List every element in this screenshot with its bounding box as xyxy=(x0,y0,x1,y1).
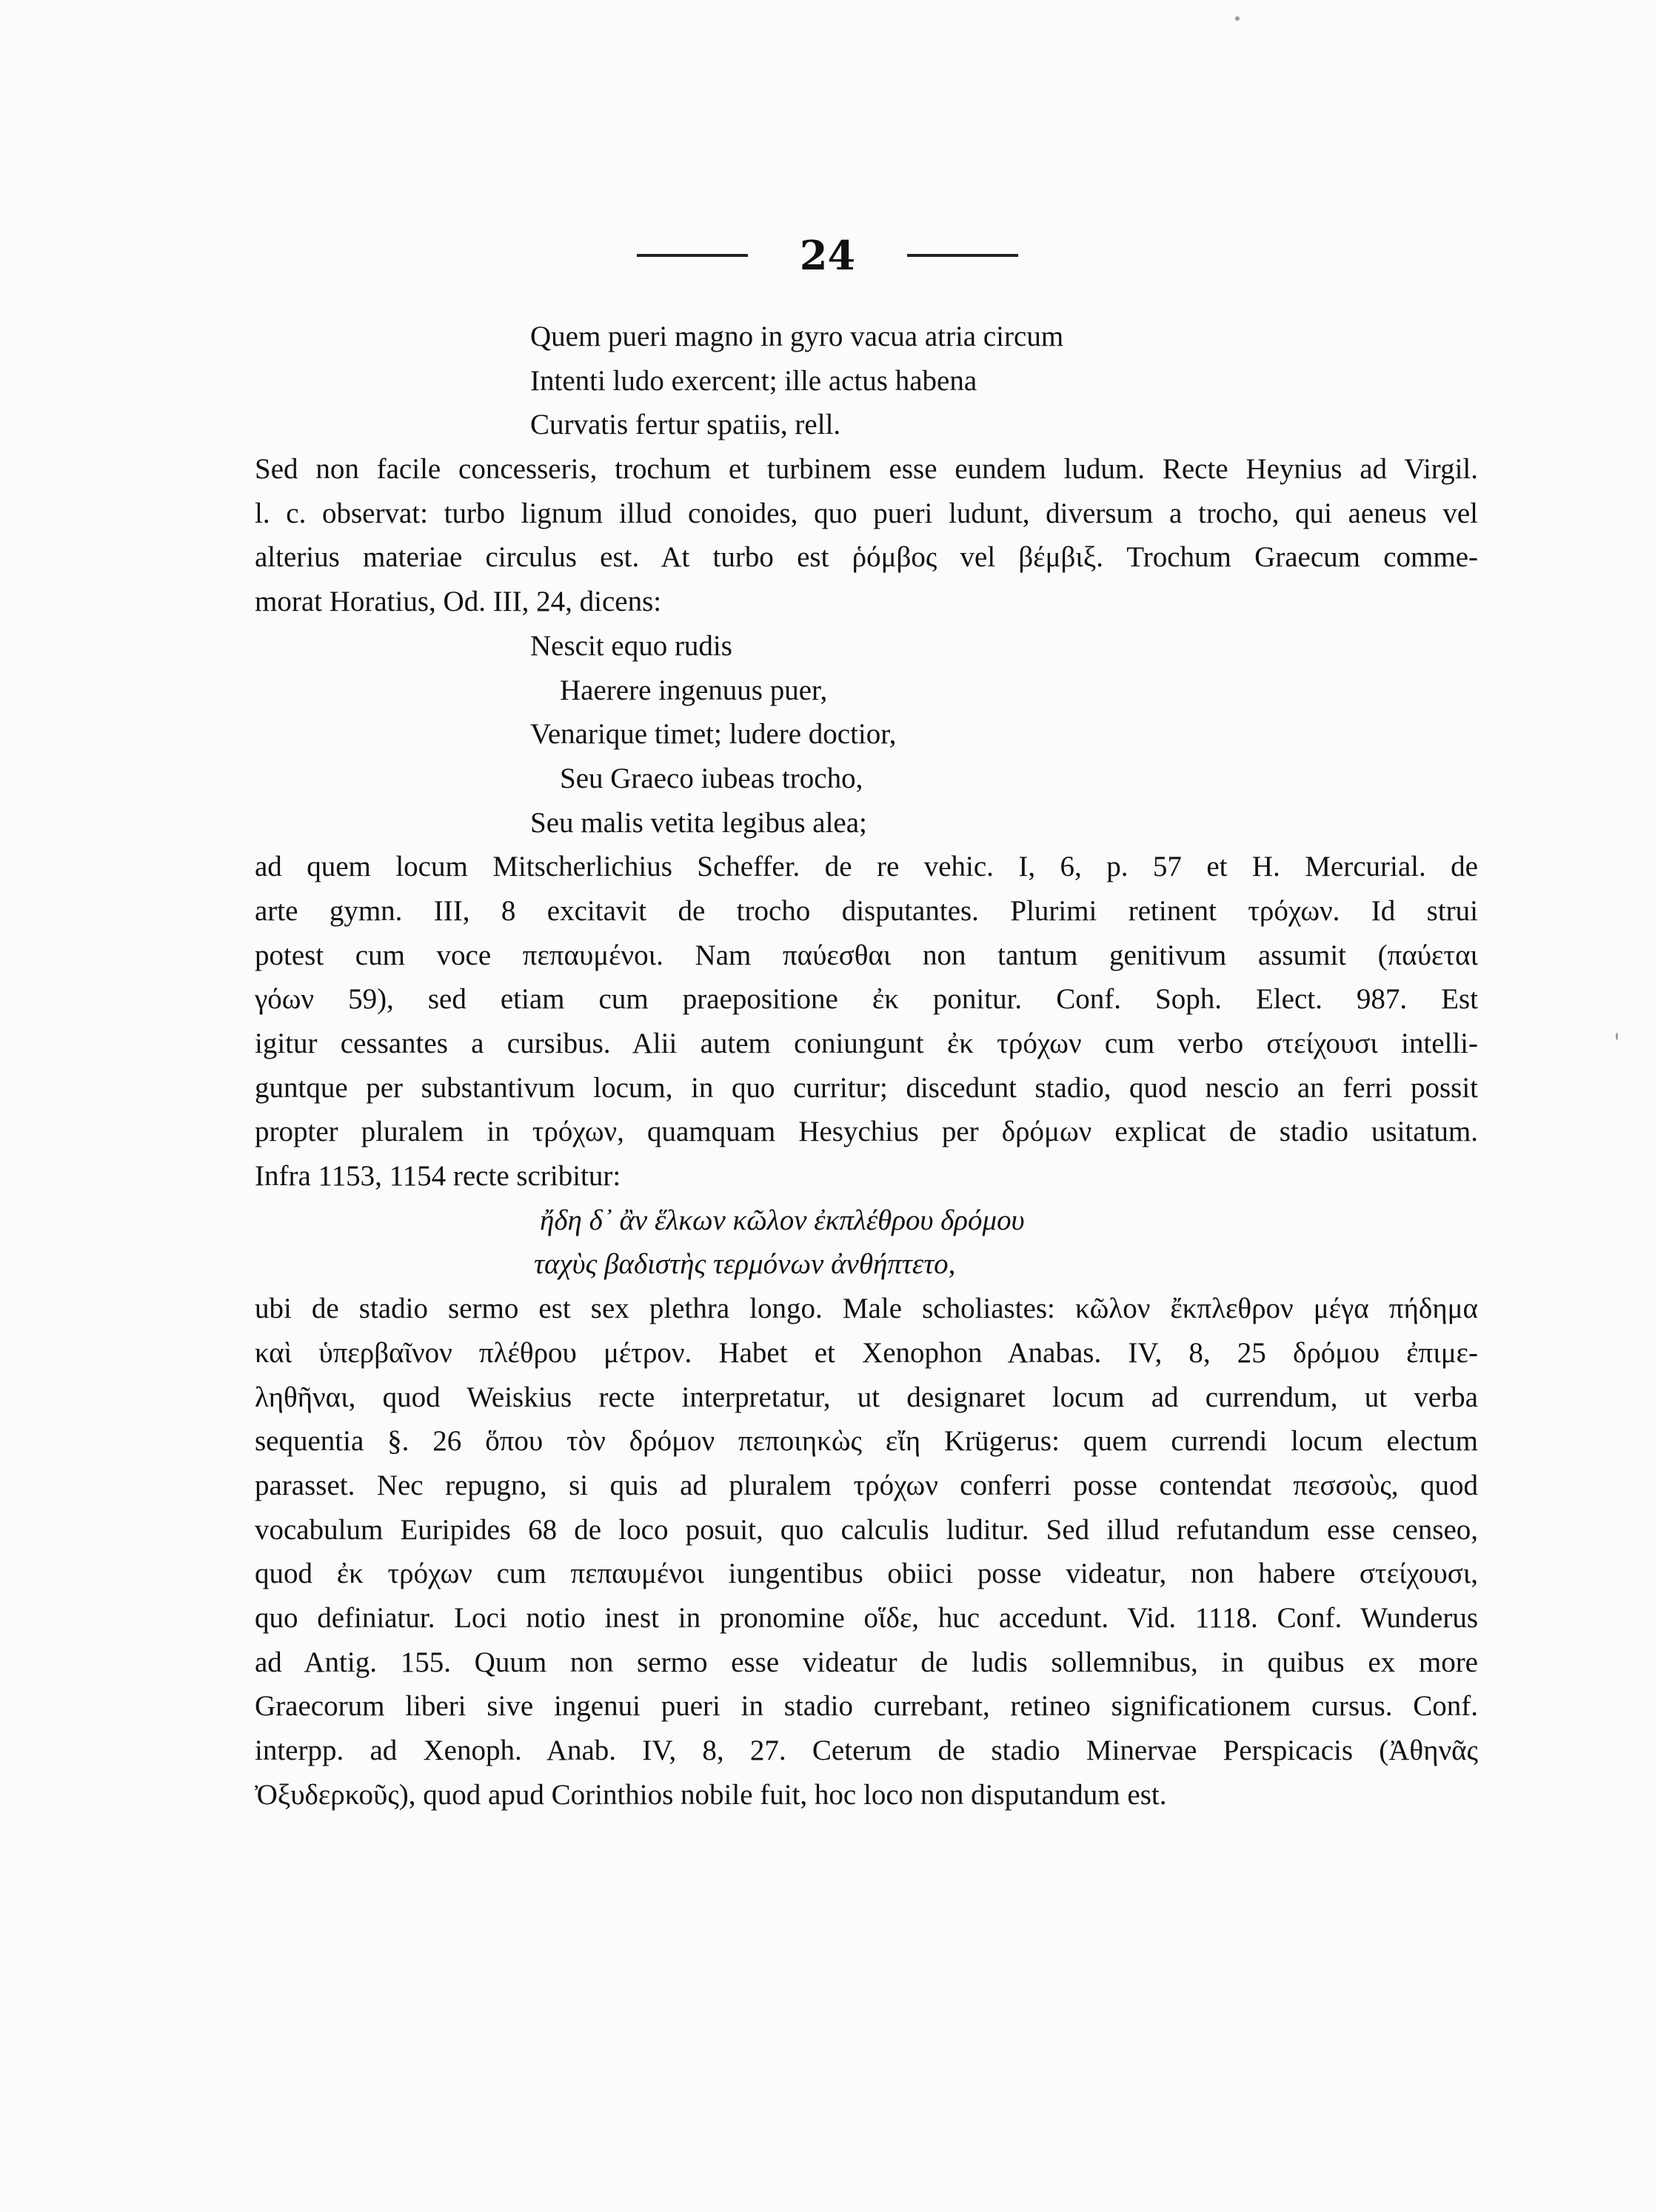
text-line: Infra 1153, 1154 recte scribitur: xyxy=(255,1160,621,1193)
text-line: vocabulum Euripides 68 de loco posuit, quo calculis luditur. Sed illud refutandum esse censeo, xyxy=(255,1513,1478,1546)
text-line: γόων 59), sed etiam cum praepositione ἐκ ponitur. Conf. Soph. Elect. 987. Est xyxy=(255,983,1478,1016)
text-line: ἤδη δ᾽ ἂν ἕλκων κῶλον ἐκπλέθρου δρόμου xyxy=(540,1204,1025,1236)
text-line: arte gymn. III, 8 excitavit de trocho disputantes. Plurimi retinent τρόχων. Id strui xyxy=(255,894,1478,927)
header-rule-left xyxy=(637,254,748,257)
text-line: Graecorum liberi sive ingenui pueri in stadio currebant, retineo significationem cursus. Conf. xyxy=(255,1690,1478,1723)
text-line: ταχὺς βαδιστὴς τερμόνων ἀνθήπτετο, xyxy=(534,1248,956,1281)
text-line: Quem pueri magno in gyro vacua atria circum xyxy=(530,321,1064,352)
text-line: parasset. Nec repugno, si quis ad pluralem τρόχων conferri posse contendat πεσσοὺς, quod xyxy=(255,1469,1478,1501)
text-line: Sed non facile concesseris, trochum et turbinem esse eundem ludum. Recte Heynius ad Virgil. xyxy=(255,453,1478,486)
text-line: morat Horatius, Od. III, 24, dicens: xyxy=(255,586,662,618)
text-line: l. c. observat: turbo lignum illud conoides, quo pueri ludunt, diversum a trocho, qui aeneus vel xyxy=(255,497,1478,529)
text-line: Seu Graeco iubeas trocho, xyxy=(560,762,863,794)
text-line: potest cum voce πεπαυμένοι. Nam παύεσθαι non tantum genitivum assumit (παύεται xyxy=(255,939,1478,971)
header-rule-right xyxy=(907,254,1018,257)
text-line: Venarique timet; ludere doctior, xyxy=(530,718,897,751)
page-header xyxy=(0,232,1655,279)
text-line: ληθῆναι, quod Weiskius recte interpretatur, ut designaret locum ad currendum, ut verba xyxy=(255,1381,1478,1413)
text-line: alterius materiae circulus est. At turbo est ῥόμβος vel βέμβιξ. Trochum Graecum comme- xyxy=(255,541,1478,574)
text-line: καὶ ὑπερβαῖνον πλέθρου μέτρον. Habet et Xenophon Anabas. IV, 8, 25 δρόμου ἐπιμε- xyxy=(255,1336,1478,1369)
text-line: Intenti ludo exercent; ille actus habena xyxy=(530,364,977,397)
text-line: Nescit equo rudis xyxy=(530,629,732,662)
text-line: propter pluralem in τρόχων, quamquam Hesychius per δρόμων explicat de stadio usitatum. xyxy=(255,1116,1478,1148)
text-line: Ὀξυδερκοῦς), quod apud Corinthios nobile fuit, hoc loco non disputandum est. xyxy=(255,1778,1167,1811)
text-line: quo definiatur. Loci notio inest in pronomine οἵδε, huc accedunt. Vid. 1118. Conf. Wunderus xyxy=(255,1601,1478,1634)
body-text xyxy=(255,315,1478,1817)
paper-speck xyxy=(1235,16,1240,21)
text-line: interpp. ad Xenoph. Anab. IV, 8, 27. Ceterum de stadio Minervae Perspicacis (Ἀθηνᾶς xyxy=(255,1735,1478,1766)
text-line: sequentia §. 26 ὅπου τὸν δρόμον πεποιηκὼς εἴη Krügerus: quem currendi locum electum xyxy=(255,1425,1478,1458)
text-line: Curvatis fertur spatiis, rell. xyxy=(530,409,841,441)
text-line: quod ἐκ τρόχων cum πεπαυμένοι iungentibus obiici posse videatur, non habere στείχουσι, xyxy=(255,1558,1478,1590)
text-line: Seu malis vetita legibus alea; xyxy=(530,806,867,839)
page-number: 24 xyxy=(799,232,856,279)
text-line: guntque per substantivum locum, in quo curritur; discedunt stadio, quod nescio an ferri possit xyxy=(255,1071,1478,1104)
text-line: ubi de stadio sermo est sex plethra longo. Male scholiastes: κῶλον ἔκπλεθρον μέγα πήδημα xyxy=(255,1293,1478,1325)
paper-speck xyxy=(1616,1033,1618,1040)
text-line: ad quem locum Mitscherlichius Scheffer. de re vehic. I, 6, p. 57 et H. Mercurial. de xyxy=(255,851,1478,883)
text-line: Haerere ingenuus puer, xyxy=(560,674,828,706)
text-line: igitur cessantes a cursibus. Alii autem coniungunt ἐκ τρόχων cum verbo στείχουσι intelli- xyxy=(255,1028,1478,1059)
text-line: ad Antig. 155. Quum non sermo esse videatur de ludis sollemnibus, in quibus ex more xyxy=(255,1646,1478,1678)
